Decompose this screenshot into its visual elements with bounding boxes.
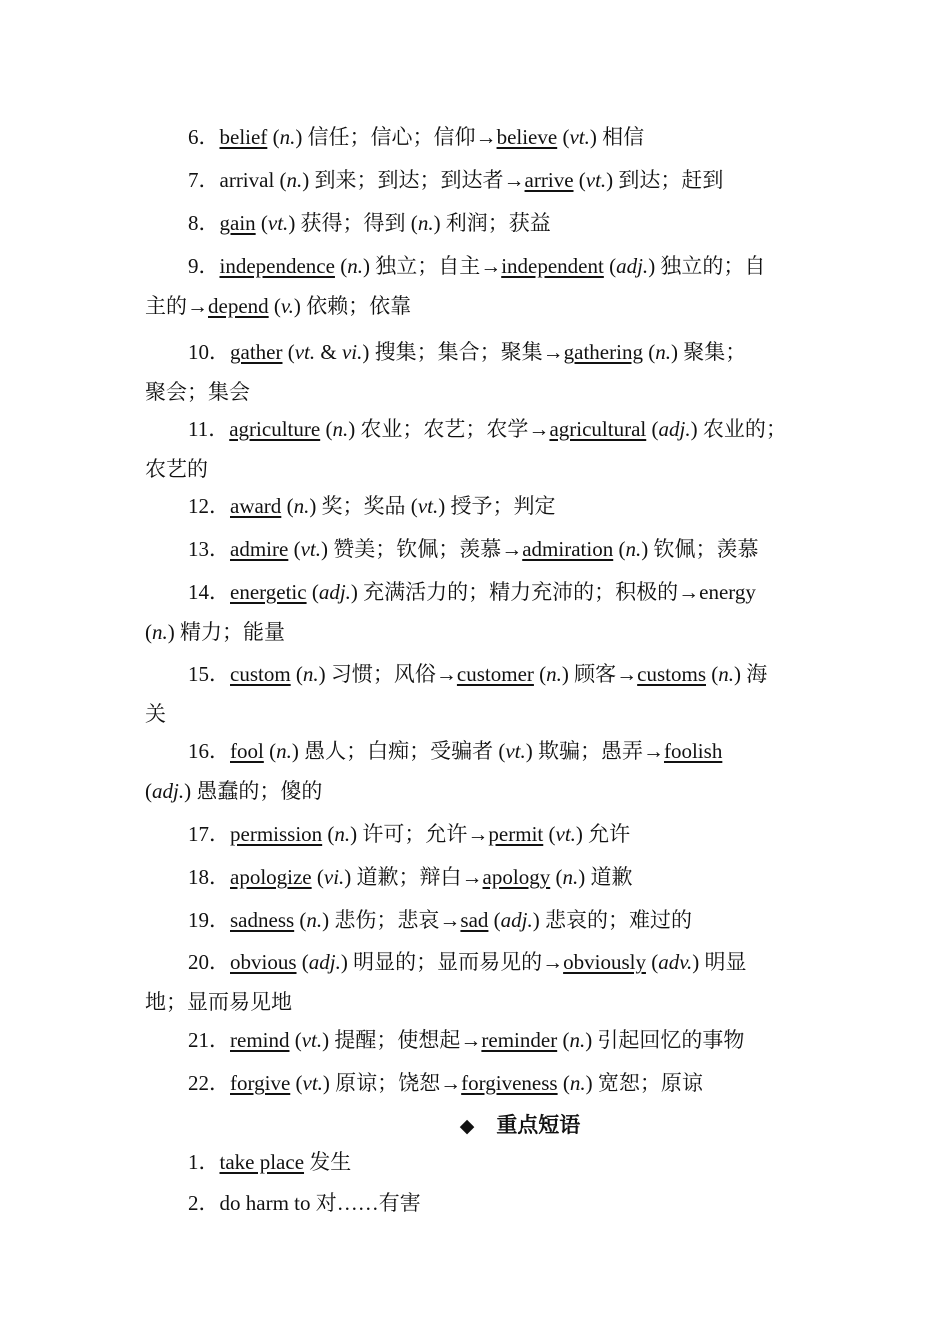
part-of-speech: n. <box>302 662 319 686</box>
vocab-entry <box>145 486 820 526</box>
part-of-speech: vi. <box>341 340 363 364</box>
part-of-speech: vt. <box>301 1028 323 1052</box>
entry-text: ( <box>533 662 547 686</box>
part-of-speech: adj. <box>616 254 649 278</box>
vocab-word: fool <box>230 739 264 763</box>
entry-number-separator: ． <box>209 1028 230 1052</box>
part-of-speech: n. <box>334 822 351 846</box>
entry-line <box>145 572 820 612</box>
part-of-speech: adv. <box>658 950 693 974</box>
part-of-speech: n. <box>332 417 349 441</box>
entry-number-separator: ． <box>209 537 230 561</box>
entry-number: 10 <box>188 340 209 364</box>
entry-continuation <box>145 286 820 326</box>
entry-line <box>145 160 820 200</box>
part-of-speech: adj. <box>152 779 185 803</box>
entry-text: ( <box>642 340 656 364</box>
entry-continuation <box>145 612 820 652</box>
part-of-speech: vt. <box>569 125 590 149</box>
entry-line <box>145 486 820 526</box>
phrase-entry <box>188 1186 421 1220</box>
part-of-speech: n. <box>279 125 296 149</box>
entry-text: ) 农业；农艺；农学→ <box>348 417 550 441</box>
vocab-word: agricultural <box>549 417 647 441</box>
part-of-speech: n. <box>569 1028 586 1052</box>
entry-text: ) 道歉 <box>578 865 633 889</box>
entry-text: ( <box>296 950 309 974</box>
vocab-word: gathering <box>563 340 643 364</box>
entry-number: 8 <box>188 211 199 235</box>
entry-text: 主的→ <box>145 294 208 318</box>
entry-text: ( <box>322 822 335 846</box>
entry-number-separator: ． <box>209 739 230 763</box>
entry-text: ( <box>311 865 324 889</box>
entry-text: ( <box>290 1071 303 1095</box>
entry-text: ( <box>706 662 719 686</box>
entry-text: ) 习惯；风俗→ <box>318 662 457 686</box>
entry-text: ) 钦佩；羡慕 <box>641 537 759 561</box>
part-of-speech: n. <box>152 620 168 644</box>
entry-text: ( <box>294 908 307 932</box>
vocab-entry <box>145 117 820 157</box>
vocab-word: customs <box>637 662 706 686</box>
entry-number-separator: ． <box>198 254 220 278</box>
entry-text: 关 <box>145 702 166 726</box>
vocab-entry <box>145 942 820 1022</box>
part-of-speech: v. <box>280 294 294 318</box>
entry-text: ) 农业的； <box>690 417 787 441</box>
entry-text: & <box>315 340 342 364</box>
entry-text: ) 允许 <box>575 822 631 846</box>
vocab-entry <box>145 654 820 734</box>
entry-line <box>145 246 820 286</box>
part-of-speech: vi. <box>323 865 345 889</box>
entry-text: ) 许可；允许→ <box>350 822 489 846</box>
entry-text: ) 独立的；自 <box>648 254 766 278</box>
part-of-speech: vt. <box>417 494 439 518</box>
entry-text: ( <box>543 822 556 846</box>
entry-text: ) 顾客→ <box>561 662 638 686</box>
entry-text: ( <box>263 739 277 763</box>
vocab-word: arrive <box>524 168 574 192</box>
vocab-entry <box>145 731 820 811</box>
entry-number-separator: ． <box>209 822 230 846</box>
vocab-word: take place <box>219 1150 305 1174</box>
entry-text: ) 明显 <box>692 950 747 974</box>
entry-text: ( <box>320 417 333 441</box>
entry-number-separator: ． <box>198 168 220 192</box>
entry-line <box>145 900 820 940</box>
vocab-word: obvious <box>230 950 297 974</box>
part-of-speech: vt. <box>300 537 321 561</box>
entry-text: ( <box>145 620 152 644</box>
entry-number: 22 <box>188 1071 209 1095</box>
part-of-speech: n. <box>562 865 579 889</box>
entry-text: ) 独立；自主→ <box>362 254 502 278</box>
vocab-entry <box>145 529 820 569</box>
entry-number: 21 <box>188 1028 209 1052</box>
entry-text: ) 搜集；集合；聚集→ <box>362 340 564 364</box>
vocab-word: obviously <box>563 950 646 974</box>
entry-number: 11 <box>188 417 209 441</box>
entry-text: 发生 <box>304 1150 352 1174</box>
entry-number-separator: ． <box>208 417 230 441</box>
entry-number: 14 <box>188 580 209 604</box>
vocab-word: award <box>230 494 282 518</box>
section-heading <box>145 1108 895 1144</box>
section-heading-title: 重点短语 <box>496 1113 581 1137</box>
entry-text: ( <box>613 537 626 561</box>
vocab-word: apology <box>482 865 551 889</box>
part-of-speech: vt. <box>302 1071 323 1095</box>
entry-text: ) 赞美；钦佩；羡慕→ <box>320 537 523 561</box>
entry-continuation <box>145 771 820 811</box>
vocab-word: apologize <box>230 865 312 889</box>
entry-text: ( <box>603 254 617 278</box>
entry-text: ) 到达；赶到 <box>606 168 724 192</box>
entry-number-separator: ． <box>198 211 220 235</box>
entry-number-separator: ． <box>209 340 230 364</box>
entry-text: ( <box>281 494 294 518</box>
vocab-word: customer <box>456 662 534 686</box>
entry-text: ( <box>573 168 586 192</box>
vocab-word: gather <box>230 340 283 364</box>
part-of-speech: n. <box>347 254 363 278</box>
entry-text: ( <box>289 1028 302 1052</box>
entry-text: ) 提醒；使想起→ <box>322 1028 482 1052</box>
entry-text: 地；显而易见地 <box>145 990 292 1014</box>
entry-number: 19 <box>188 908 209 932</box>
vocab-word: permit <box>488 822 544 846</box>
entry-text: ) 利润；获益 <box>433 211 551 235</box>
vocab-entry <box>145 1063 820 1103</box>
vocab-word: energetic <box>230 580 307 604</box>
entry-line <box>145 203 820 243</box>
vocab-word: independence <box>219 254 335 278</box>
entry-text: ) 精力；能量 <box>167 620 285 644</box>
entry-continuation <box>145 449 820 489</box>
vocab-word: sad <box>460 908 489 932</box>
part-of-speech: adj. <box>318 580 351 604</box>
entry-text: ) 海 <box>734 662 768 686</box>
entry-text: ) 道歉；辩白→ <box>344 865 483 889</box>
vocab-word: sadness <box>230 908 295 932</box>
vocab-entry <box>145 409 820 489</box>
entry-text: ) 欺骗；愚弄→ <box>525 739 664 763</box>
vocab-word: gain <box>219 211 256 235</box>
part-of-speech: adj. <box>500 908 533 932</box>
vocab-word: believe <box>496 125 558 149</box>
entry-number: 18 <box>188 865 209 889</box>
entry-continuation <box>145 372 820 412</box>
part-of-speech: adj. <box>308 950 341 974</box>
phrase-entry <box>188 1145 351 1179</box>
entry-text: ( <box>282 340 295 364</box>
part-of-speech: n. <box>655 340 671 364</box>
vocab-entry <box>145 203 820 243</box>
entry-number-separator: ． <box>209 908 230 932</box>
entry-number-separator: ． <box>209 494 230 518</box>
vocab-word: forgive <box>230 1071 291 1095</box>
vocab-word: remind <box>230 1028 290 1052</box>
vocab-word: independent <box>501 254 604 278</box>
entry-number-separator: ． <box>209 865 230 889</box>
entry-number: 7 <box>188 168 199 192</box>
vocab-entry <box>145 814 820 854</box>
entry-number: 9 <box>188 254 199 278</box>
entry-continuation <box>145 982 820 1022</box>
vocab-word: depend <box>208 294 269 318</box>
entry-line <box>145 332 820 372</box>
entry-text: ( <box>550 865 563 889</box>
entry-text: ) 到来；到达；到达者→ <box>302 168 525 192</box>
entry-number: 6 <box>188 125 199 149</box>
part-of-speech: n. <box>306 908 323 932</box>
entry-text: ) 奖；奖品 ( <box>309 494 418 518</box>
vocab-word: permission <box>230 822 323 846</box>
entry-text: ) 悲伤；悲哀→ <box>322 908 461 932</box>
entry-text: ) 依赖；依靠 <box>293 294 412 318</box>
entry-line <box>145 117 820 157</box>
vocab-entry <box>145 332 820 412</box>
part-of-speech: n. <box>293 494 310 518</box>
entry-line <box>145 529 820 569</box>
entry-text: ( <box>488 908 501 932</box>
entry-number: 15 <box>188 662 209 686</box>
part-of-speech: vt. <box>555 822 576 846</box>
entry-number-separator: ． <box>209 950 230 974</box>
entry-text: do harm to 对……有害 <box>219 1191 421 1215</box>
part-of-speech: vt. <box>294 340 316 364</box>
entry-line <box>145 409 820 449</box>
entry-number-separator: ． <box>209 580 230 604</box>
entry-text: ( <box>646 417 659 441</box>
vocab-word: belief <box>219 125 268 149</box>
entry-text: ) 聚集； <box>670 340 747 364</box>
vocab-entry <box>145 900 820 940</box>
entry-continuation <box>145 694 820 734</box>
entry-line <box>145 942 820 982</box>
entry-text: ) 信任；信心；信仰→ <box>295 125 497 149</box>
phrase-number-separator: ． <box>198 1150 220 1174</box>
entry-number: 16 <box>188 739 209 763</box>
part-of-speech: n. <box>625 537 642 561</box>
part-of-speech: n. <box>276 739 292 763</box>
part-of-speech: vt. <box>267 211 289 235</box>
vocab-entry <box>145 1020 820 1060</box>
entry-text: ) 相信 <box>589 125 645 149</box>
vocab-entry <box>145 160 820 200</box>
entry-text: ( <box>557 1028 570 1052</box>
entry-text: ( <box>268 294 281 318</box>
entry-text: ( <box>290 662 303 686</box>
vocab-word: foolish <box>663 739 723 763</box>
entry-line <box>145 814 820 854</box>
entry-text: ( <box>306 580 319 604</box>
part-of-speech: n. <box>569 1071 586 1095</box>
entry-text: ( <box>255 211 268 235</box>
entry-number: 17 <box>188 822 209 846</box>
entry-line <box>145 1020 820 1060</box>
entry-line <box>145 1063 820 1103</box>
phrase-number: 1 <box>188 1150 199 1174</box>
vocab-entry <box>145 857 820 897</box>
entry-number: 13 <box>188 537 209 561</box>
part-of-speech: n. <box>417 211 434 235</box>
vocab-word: agriculture <box>229 417 321 441</box>
part-of-speech: vt. <box>505 739 526 763</box>
entry-text: ) 悲哀的；难过的 <box>532 908 693 932</box>
entry-text: ) 获得；得到 ( <box>288 211 418 235</box>
entry-text: ( <box>557 125 570 149</box>
part-of-speech: n. <box>546 662 562 686</box>
entry-text: ) 授予；判定 <box>438 494 556 518</box>
part-of-speech: n. <box>718 662 734 686</box>
entry-text: ) 原谅；饶恕→ <box>322 1071 462 1095</box>
vocab-word: forgiveness <box>461 1071 558 1095</box>
vocab-word: admiration <box>522 537 614 561</box>
entry-text: ( <box>645 950 659 974</box>
entry-number: 12 <box>188 494 209 518</box>
entry-text: 农艺的 <box>145 457 208 481</box>
entry-text: ) 明显的；显而易见的→ <box>340 950 564 974</box>
part-of-speech: vt. <box>585 168 607 192</box>
phrase-number-separator: ． <box>198 1191 220 1215</box>
phrase-number: 2 <box>188 1191 199 1215</box>
entry-text: arrival ( <box>219 168 287 192</box>
entry-number-separator: ． <box>209 1071 230 1095</box>
entry-number: 20 <box>188 950 209 974</box>
entry-number-separator: ． <box>209 662 230 686</box>
entry-text: ) 宽恕；原谅 <box>585 1071 703 1095</box>
vocab-word: custom <box>230 662 291 686</box>
vocab-entry <box>145 246 820 326</box>
part-of-speech: n. <box>286 168 303 192</box>
entry-text: ( <box>145 779 152 803</box>
vocab-word: reminder <box>481 1028 558 1052</box>
entry-text: 聚会；集会 <box>145 380 250 404</box>
entry-line <box>145 731 820 771</box>
part-of-speech: adj. <box>658 417 691 441</box>
entry-text: ( <box>557 1071 570 1095</box>
entry-text: ) 愚蠢的；傻的 <box>184 779 323 803</box>
entry-text: ) 引起回忆的事物 <box>585 1028 745 1052</box>
entry-text: ) 愚人；白痴；受骗者 ( <box>291 739 506 763</box>
entry-number-separator: ． <box>198 125 220 149</box>
entry-text: ( <box>288 537 301 561</box>
entry-line <box>145 654 820 694</box>
entry-text: ( <box>334 254 348 278</box>
vocab-entry <box>145 572 820 652</box>
diamond-bullet-icon: ◆ <box>459 1116 475 1137</box>
vocab-word: admire <box>230 537 289 561</box>
entry-text: ) 充满活力的；精力充沛的；积极的→energy <box>350 580 756 604</box>
entry-line <box>145 857 820 897</box>
entry-text: ( <box>267 125 280 149</box>
